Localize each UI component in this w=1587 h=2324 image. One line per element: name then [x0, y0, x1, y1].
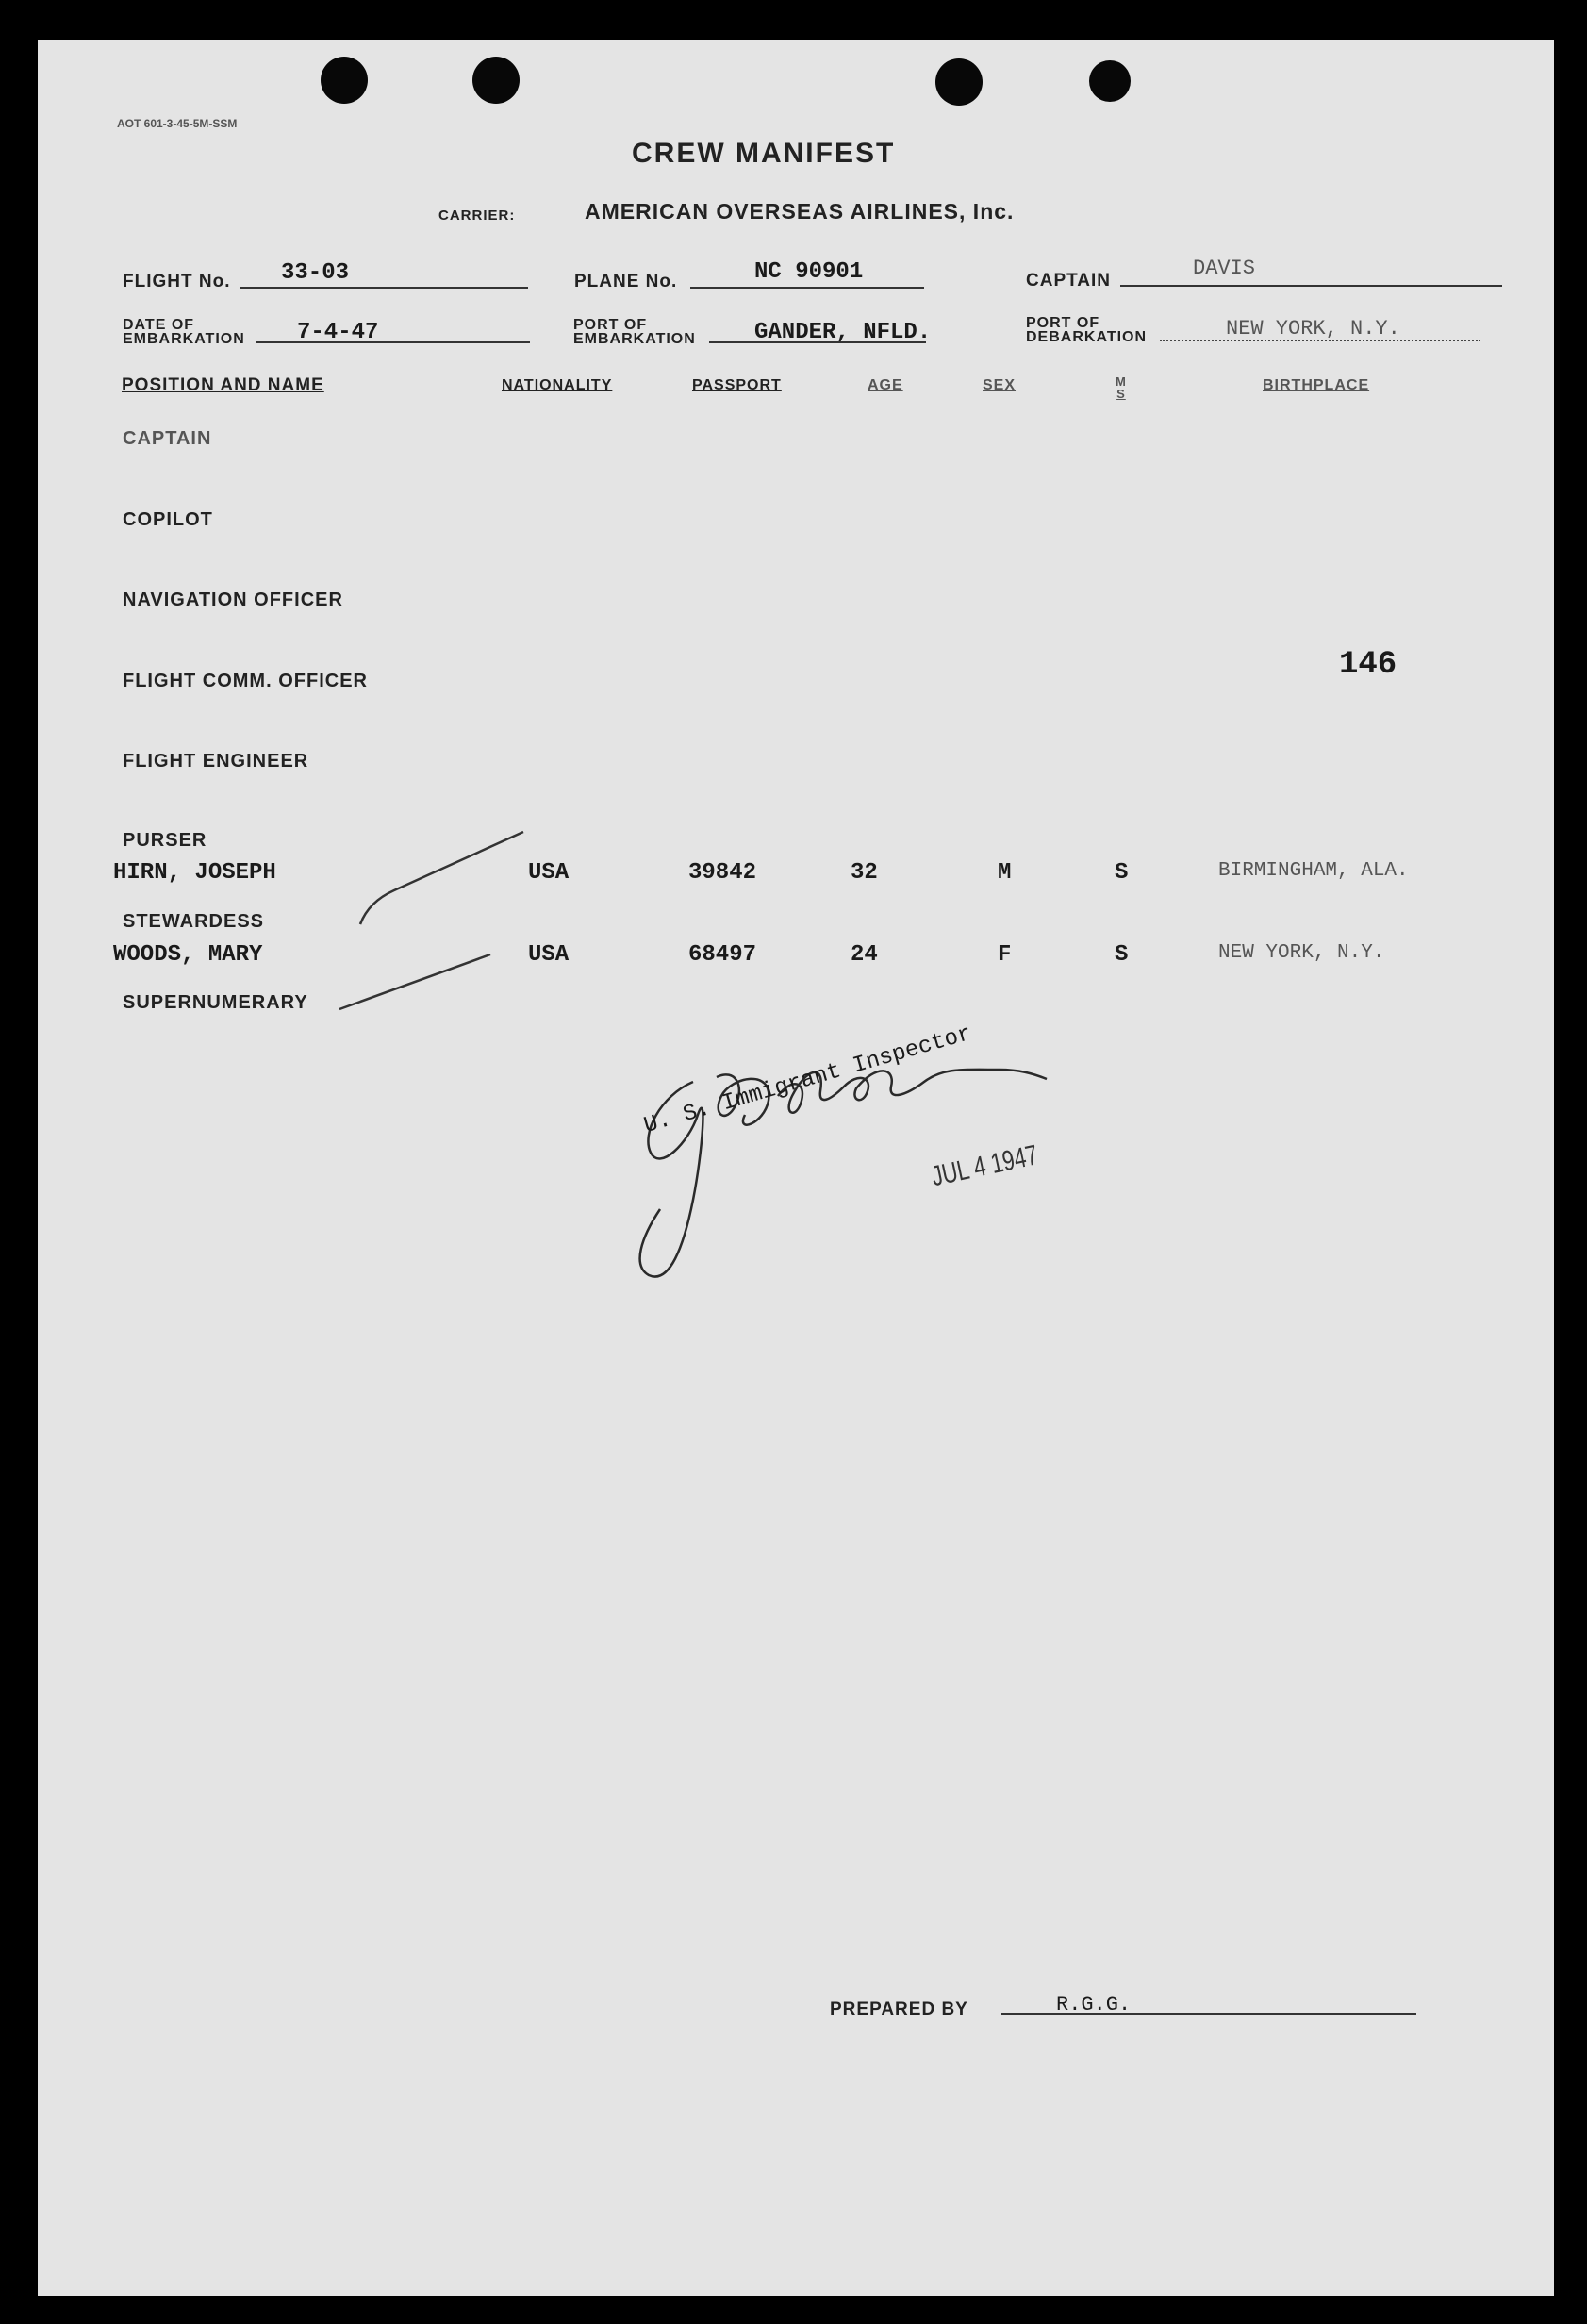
port-deb-value: NEW YORK, N.Y. — [1226, 317, 1400, 340]
crew-sex: M — [998, 860, 1012, 886]
port-emb-line — [709, 341, 926, 343]
position-copilot: COPILOT — [123, 509, 213, 530]
port-emb-label-line2: EMBARKATION — [573, 331, 696, 347]
crew-nationality: USA — [528, 942, 570, 968]
plane-no-line — [690, 287, 924, 289]
col-age: AGE — [868, 377, 903, 393]
port-emb-value: GANDER, NFLD. — [754, 320, 932, 345]
crew-age: 32 — [851, 860, 878, 886]
position-engineer: FLIGHT ENGINEER — [123, 751, 309, 772]
position-stewardess: STEWARDESS — [123, 911, 265, 932]
punch-hole — [1089, 60, 1131, 102]
crew-sex: F — [998, 942, 1012, 968]
crew-passport: 68497 — [688, 942, 757, 968]
flight-no-label: FLIGHT No. — [123, 272, 231, 291]
captain-line — [1120, 285, 1502, 287]
col-nationality: NATIONALITY — [502, 377, 613, 393]
plane-no-value: NC 90901 — [754, 259, 864, 285]
prepared-by-value: R.G.G. — [1056, 1993, 1132, 2017]
position-comm: FLIGHT COMM. OFFICER — [123, 671, 368, 691]
col-sex: SEX — [983, 377, 1017, 393]
carrier-label: CARRIER: — [438, 208, 516, 224]
manifest-page — [38, 40, 1554, 2296]
page-title: CREW MANIFEST — [632, 138, 896, 169]
col-position: POSITION AND NAME — [122, 375, 324, 395]
date-label — [123, 318, 245, 346]
captain-value: DAVIS — [1193, 257, 1256, 280]
crew-name: HIRN, JOSEPH — [113, 860, 276, 886]
flight-no-line — [240, 287, 528, 289]
port-emb-label-line1: PORT OF — [573, 317, 648, 333]
col-marital — [1116, 375, 1127, 400]
captain-label: CAPTAIN — [1026, 271, 1112, 290]
col-passport: PASSPORT — [692, 377, 782, 393]
position-navigation: NAVIGATION OFFICER — [123, 589, 343, 610]
crew-age: 24 — [851, 942, 878, 968]
port-deb-label-line1: PORT OF — [1026, 315, 1100, 331]
port-deb-line — [1160, 340, 1480, 341]
date-value: 7-4-47 — [297, 320, 379, 345]
crew-nationality: USA — [528, 860, 570, 886]
form-code: AOT 601-3-45-5M-SSM — [117, 117, 238, 130]
position-purser: PURSER — [123, 830, 207, 851]
crew-passport: 39842 — [688, 860, 757, 886]
crew-birthplace: BIRMINGHAM, ALA. — [1218, 860, 1409, 882]
prepared-by-line — [1001, 2013, 1416, 2015]
date-label-line1: DATE OF — [123, 317, 195, 333]
crew-birthplace: NEW YORK, N.Y. — [1218, 942, 1385, 964]
prepared-by-label: PREPARED BY — [830, 2000, 968, 2019]
port-deb-label-line2: DEBARKATION — [1026, 329, 1148, 345]
position-captain: CAPTAIN — [123, 428, 212, 449]
plane-no-label: PLANE No. — [574, 272, 678, 291]
col-birthplace: BIRTHPLACE — [1263, 377, 1370, 393]
stamp-title: U. S. Immigrant Inspector — [641, 1021, 975, 1139]
col-marital-m: M — [1116, 374, 1127, 389]
flight-no-value: 33-03 — [281, 260, 350, 286]
crew-marital: S — [1115, 860, 1129, 886]
port-deb-label — [1026, 316, 1147, 344]
crew-name: WOODS, MARY — [113, 942, 263, 968]
page-number: 146 — [1339, 647, 1397, 683]
check-mark-strokes — [311, 804, 537, 1021]
punch-hole — [935, 58, 983, 106]
col-marital-s: S — [1116, 387, 1126, 401]
carrier-name: AMERICAN OVERSEAS AIRLINES, Inc. — [585, 199, 1015, 224]
punch-hole — [472, 57, 520, 104]
punch-hole — [321, 57, 368, 104]
port-emb-label — [573, 318, 696, 346]
date-label-line2: EMBARKATION — [123, 331, 245, 347]
stamp-date: JUL 4 1947 — [929, 1139, 1041, 1193]
date-line — [256, 341, 530, 343]
position-supernumerary: SUPERNUMERARY — [123, 992, 308, 1013]
crew-marital: S — [1115, 942, 1129, 968]
